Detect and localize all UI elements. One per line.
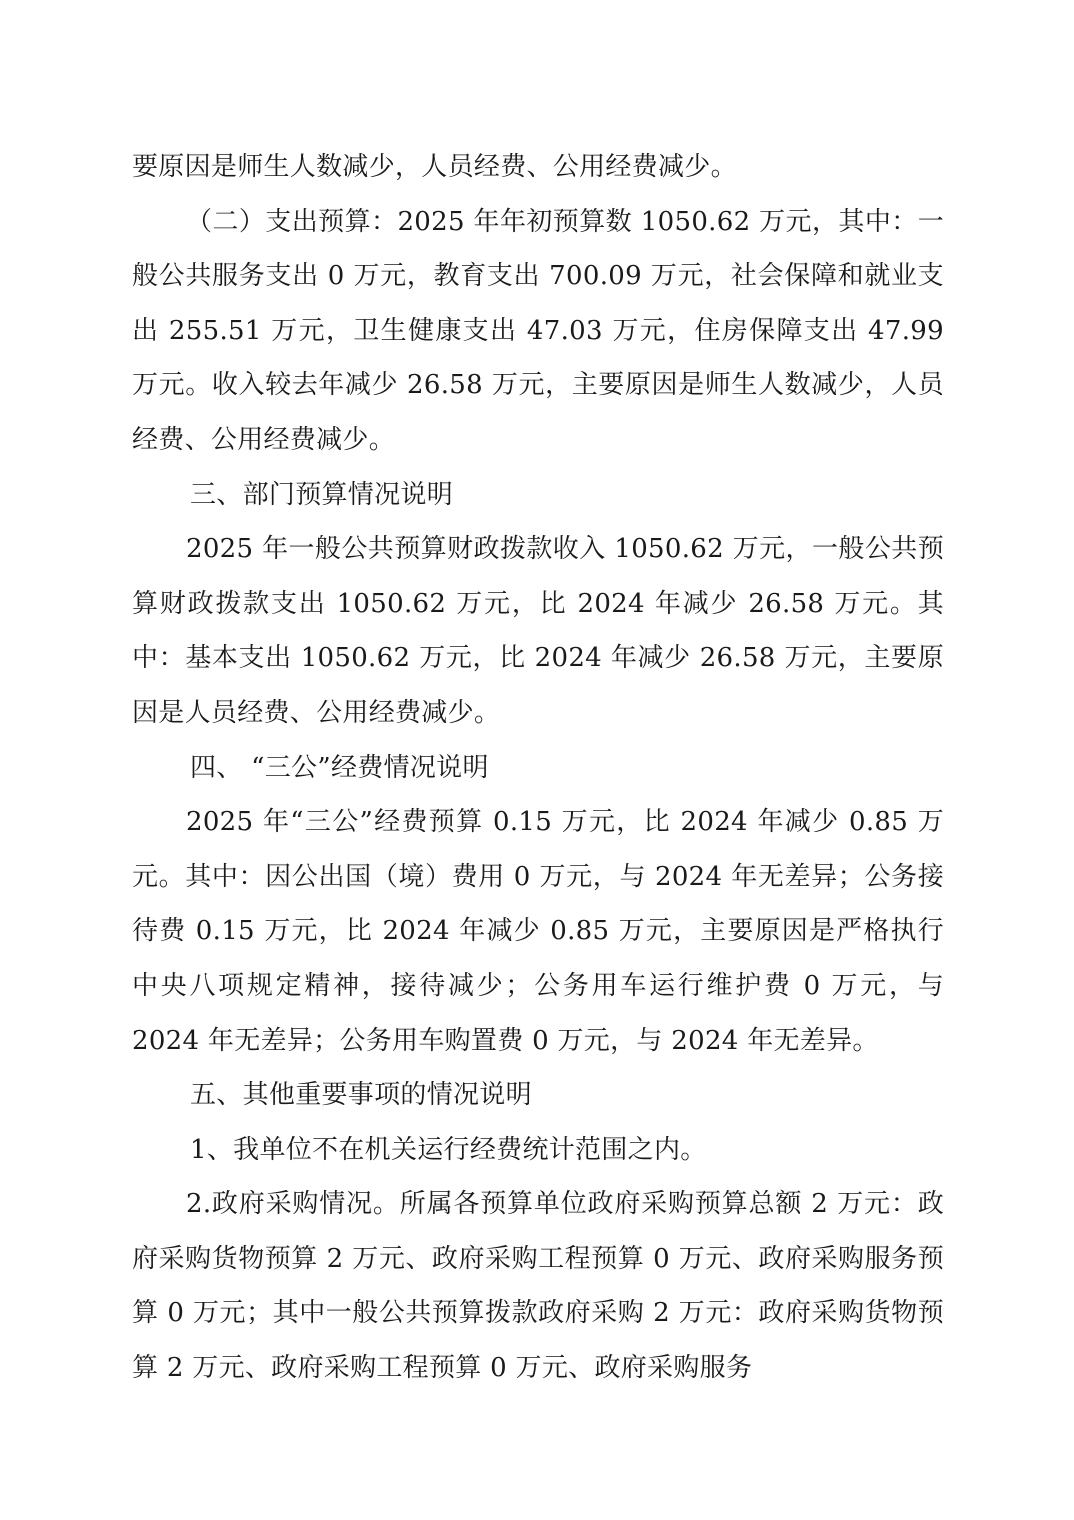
section-heading-dept-budget: 三、部门预算情况说明: [190, 479, 454, 510]
section-heading-three-public: 四、 “三公”经费情况说明: [190, 752, 489, 783]
paragraph-expenditure-budget: （二）支出预算：2025 年年初预算数 1050.62 万元，其中：一般公共服务支出 0 万元，教育支出 700.09 万元，社会保障和就业支出 255.51 万元，卫生健康支出 47.03 万元，住房保障支出 47.99 万元。收入较去年减少 26.58 万元，主要原因是师生人数减少，人员经费、公用经费减少。: [132, 206, 944, 455]
paragraph-procurement: 2.政府采购情况。所属各预算单位政府采购预算总额 2 万元：政府采购货物预算 2 万元、政府采购工程预算 0 万元、政府采购服务预算 0 万元；其中一般公共预算拨款政府采购 2 万元：政府采购货物预算 2 万元、政府采购工程预算 0 万元、政府采购服务: [132, 1189, 944, 1384]
paragraph-expense-reason: 要原因是师生人数减少，人员经费、公用经费减少。: [132, 152, 737, 182]
document-body: [132, 140, 944, 1396]
paragraph-dept-budget: 2025 年一般公共预算财政拨款收入 1050.62 万元，一般公共预算财政拨款支出 1050.62 万元，比 2024 年减少 26.58 万元。其中：基本支出 1050.62 万元，比 2024 年减少 26.58 万元，主要原因是人员经费、公用经费减少。: [132, 534, 944, 728]
paragraph-operating-funds: 1、我单位不在机关运行经费统计范围之内。: [190, 1134, 707, 1165]
section-heading-other-matters: 五、其他重要事项的情况说明: [190, 1080, 532, 1111]
paragraph-three-public: 2025 年“三公”经费预算 0.15 万元，比 2024 年减少 0.85 万元。其中：因公出国（境）费用 0 万元，与 2024 年无差异；公务接待费 0.15 万元，比 2024 年减少 0.85 万元，主要原因是严格执行中央八项规定精神，接待减少；公务用车运行维护费 0 万元，与 2024 年无差异；公务用车购置费 0 万元，与 2024 年无差异。: [132, 807, 944, 1056]
